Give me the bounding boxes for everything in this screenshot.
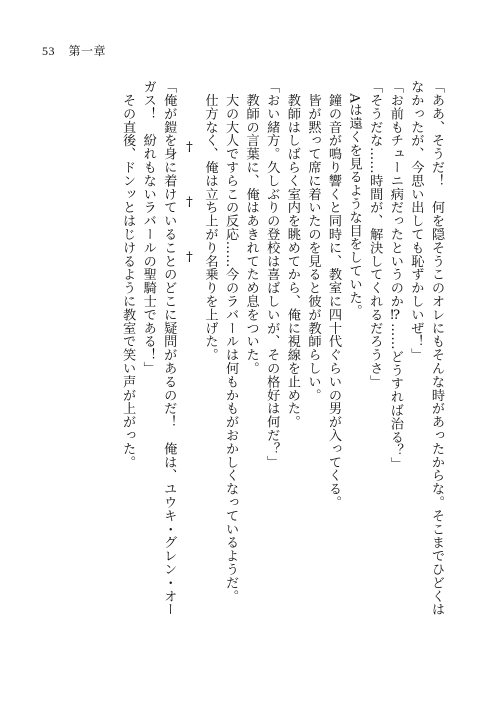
text-line: 「俺が鎧を身に着けていることのどこに疑問があるのだ！ 俺は、ユウキ・グレン・オー <box>161 80 177 616</box>
dagger-mark: † <box>181 195 197 210</box>
text-line: 「お前もチューニ病だったというのか⁉……どうすれば治る？」 <box>387 80 403 471</box>
text-line: その直後、ドンッとはじけるように教室で笑い声が上がった。 <box>120 80 136 469</box>
text-line: 「ああ、そうだ！ 何を隠そうこのオレにもそんな時があったからな。そこまでひどくは <box>429 80 444 616</box>
text-line: 仕方なく、俺は立ち上がり名乗りを上げた。 <box>202 80 218 362</box>
text-line: 皆が黙って席に着いたのを見ると彼が教師らしい。 <box>305 80 321 402</box>
section-separator <box>178 80 199 670</box>
chapter-title: 第一章 <box>68 44 107 58</box>
text-line: 「そうだな……時間が、解決してくれるだろうさ」 <box>367 80 383 389</box>
text-line: 教師の言葉に、俺はあきれてため息をついた。 <box>243 80 259 375</box>
page-number: 53 <box>42 44 55 58</box>
text-line: なかったが、今思い出しても恥ずかしいぜ！」 <box>408 80 424 362</box>
text-line: 鐘の音が鳴り響くと同時に、教室に四十代ぐらいの男が入ってくる。 <box>326 80 342 509</box>
text-line: 教師はしばらく室内を眺めてから、俺に視線を止めた。 <box>284 80 300 429</box>
text-line: ガス！ 紛れもないラバールの聖騎士である！」 <box>140 80 156 375</box>
text-line: 大の大人ですらこの反応……今のラバールは何もかもがおかしくなっているようだ。 <box>223 80 239 603</box>
dagger-mark: † <box>181 140 197 155</box>
running-header <box>42 42 106 59</box>
text-line: Aは遠くを見るような目をしていた。 <box>346 80 362 318</box>
vertical-body-text <box>26 80 446 670</box>
text-line: 「おい緒方。久しぶりの登校は喜ばしいが、その格好は何だ？」 <box>264 80 280 469</box>
dagger-mark: † <box>181 250 197 265</box>
